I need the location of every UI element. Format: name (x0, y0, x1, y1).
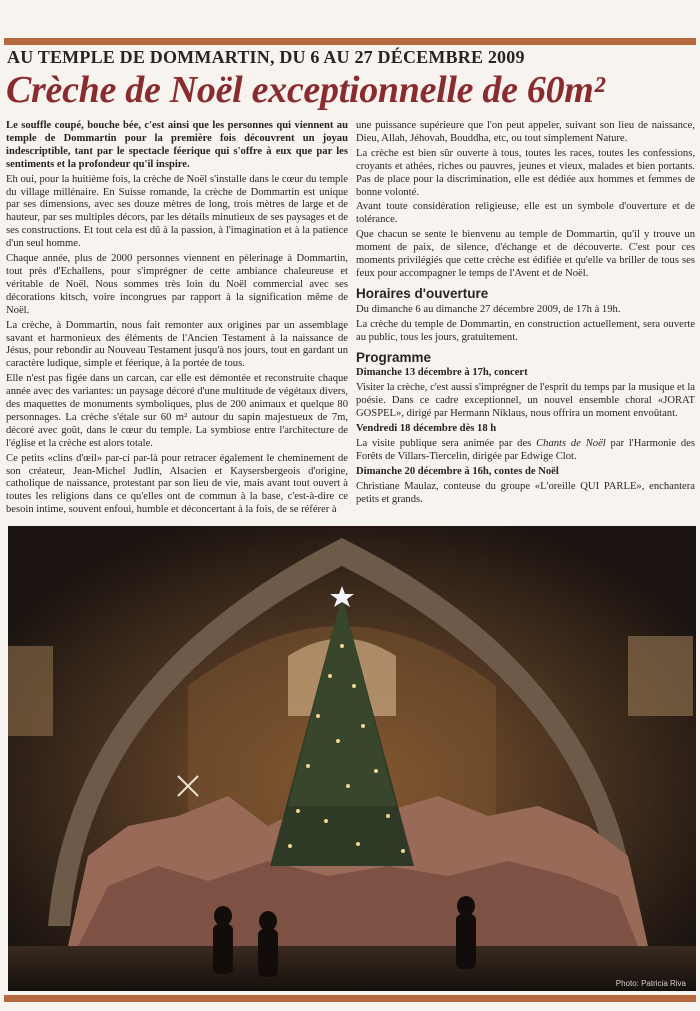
body-paragraph: Eh oui, pour la huitième fois, la crèche de Noël s'installe dans le cœur du temple du village millénaire. En Suisse romande, la crèche de Dommartin est unique par ses dimensions, avec ses douze mètres de long, trois mètres de large et de hauteur, par ses multiples décors, par les détails minutieux de ses paysages et de ses constructions. Et tout cela est dû à la passion, à l'imagination et à la patience d'un seul homme. (6, 173, 348, 250)
body-paragraph: La crèche, à Dommartin, nous fait remonter aux origines par un assemblage savant et harmonieux des éléments de l'Ancien Testament à la naissance de Jésus, pour rebondir au Nouveau Testament jusqu'à nos jours, tout en gardant un caractère ludique, simple et féerique, à la portée de tous. (6, 319, 348, 370)
intro-paragraph: Le souffle coupé, bouche bée, c'est ainsi que les personnes qui viennent au temple de Dommartin pour la première fois découvrent un joyau indescriptible, tant par le spectacle féerique qui s'offre à eux que par les sentiments et la profondeur qu'il inspire. (6, 120, 348, 170)
event-title: Dimanche 20 décembre à 16h, contes de Noël (356, 465, 559, 477)
event-title: Vendredi 18 décembre dès 18 h (356, 423, 497, 435)
hours-heading: Horaires d'ouverture (356, 285, 489, 301)
right-column (356, 120, 695, 508)
creche-photo (8, 526, 696, 991)
kicker: AU TEMPLE DE DOMMARTIN, DU 6 AU 27 DÉCEMBRE 2009 (7, 47, 525, 67)
program-heading: Programme (356, 349, 432, 365)
body-paragraph: La crèche est bien sûr ouverte à tous, toutes les races, toutes les confessions, croyants et athées, riches ou pauvres, jeunes et vieux, malades et bien portants. Pas de place pour la discrimination, elle est dédiée aux hommes et femmes de bonne volonté. (356, 147, 695, 198)
bottom-rule (4, 995, 696, 1002)
body-paragraph: une puissance supérieure que l'on peut appeler, suivant son lieu de naissance, Dieu, Allah, Jéhovah, Bouddha, etc, ou tout simplement Nature. (356, 120, 695, 144)
event-text (356, 438, 695, 464)
top-rule (4, 38, 696, 45)
body-paragraph: Ce petits «clins d'œil» par-ci par-là pour retracer également le cheminement de son créateur, Jean-Michel Judlin, Alsacien et Kaysersbergeois d'origine, catholique de naissance, protestant par son lieu de vie, mais avant tout ouvert à toutes les religions dans ce qu'elles ont de commun à la base, c'est-à-dire ce besoin intime, souvent enfoui, humble et déconcertant à la fois, de se référer à (6, 452, 348, 516)
photo-credit: Photo: Patricia Riva (615, 979, 686, 988)
event-text-emphasis: Chants de Noël (536, 437, 606, 449)
event-text: Christiane Maulaz, conteuse du groupe «L'oreille QUI PARLE», enchantera petits et grands. (356, 480, 695, 505)
body-paragraph: Que chacun se sente le bienvenu au temple de Dommartin, qu'il y trouve un moment de paix, de silence, d'échange et de découverte. C'est pour ces moments privilégiés que cette crèche est édifiée et qu'elle va briller de tous ses feux pour accompagner le temps de l'Avent et de Noël. (356, 229, 695, 279)
hours-note: La crèche du temple de Dommartin, en construction actuellement, sera ouverte au public, tous les jours, gratuitement. (356, 318, 695, 343)
hours-text: Du dimanche 6 au dimanche 27 décembre 2009, de 17h à 19h. (356, 303, 621, 315)
body-paragraph: Elle n'est pas figée dans un carcan, car elle est démontée et reconstruite chaque année avec des variantes: un paysage décoré d'une multitude de végétaux divers, des maquettes de monuments symboliques, plus de 200 animaux et quelque 80 personnages. La crèche s'étale sur 60 m² autour du sapin majestueux de 7m, décoré avec goût, dans le cœur du temple. La symbiose entre l'architecture de l'église et la crèche est alors totale. (6, 373, 348, 449)
body-paragraph: Avant toute considération religieuse, elle est un symbole d'ouverture et de tolérance. (356, 201, 695, 226)
event-text: Visiter la crèche, c'est aussi s'imprégner de l'esprit du temps par la musique et la poésie. Dans ce cadre exceptionnel, un nouvel ensemble choral «JORAT GOSPEL», dirigé par Hermann Niklaus, nous offrira un moment envoûtant. (356, 382, 695, 420)
event-title: Dimanche 13 décembre à 17h, concert (356, 367, 528, 379)
headline: Crèche de Noël exceptionnelle de 60m² (6, 69, 605, 111)
left-column (6, 120, 348, 519)
creche-illustration (8, 526, 696, 991)
event-text-part: par l'Harmonie des Forêts de Villars-Tiercelin, dirigée par Edwige Clot. (356, 437, 695, 462)
event-text-part: La visite publique sera animée par des (356, 437, 537, 449)
body-paragraph: Chaque année, plus de 2000 personnes viennent en pèlerinage à Dommartin, tout près d'Echallens, pour s'imprégner de cette ambiance chaleureuse et véritable de Noël. Nous sommes très loin du Noël commercial avec ses décorations kitsch, voire incongrues par rapport à la signification même de Noël. (6, 253, 348, 316)
